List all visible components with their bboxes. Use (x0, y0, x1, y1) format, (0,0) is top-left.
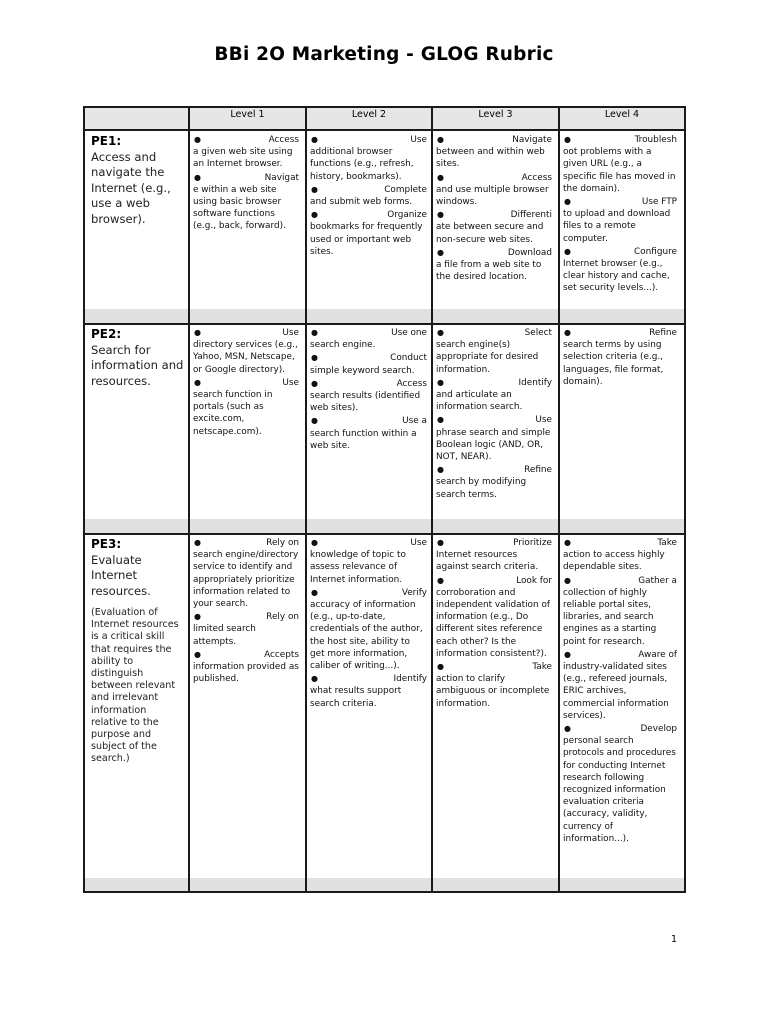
bullet-icon: ● (311, 587, 318, 597)
criteria-item-lead: Develop (640, 724, 677, 735)
row-footer-band (85, 519, 684, 533)
bullet-icon: ● (437, 377, 444, 387)
bullet-icon: ● (437, 135, 444, 144)
criteria-item (563, 327, 677, 388)
criteria-item (193, 537, 299, 610)
criteria-item-lead: Use FTP (641, 197, 677, 208)
criteria-item-text: what results support search criteria. (310, 686, 402, 709)
bullet-icon: ● (194, 538, 201, 547)
criteria-item-lead: Use (410, 135, 427, 145)
criteria-item (436, 377, 552, 414)
criteria-item-lead: Gather a (638, 575, 677, 586)
criteria-item-text: to upload and download files to a remote computer. (563, 209, 671, 244)
criteria-item-text: directory services (e.g., Yahoo, MSN, Netscape, or Google directory). (193, 340, 298, 375)
bullet-icon: ● (437, 247, 444, 257)
criteria-item (563, 649, 677, 722)
criteria-cell-pe3-level3 (436, 537, 552, 711)
criteria-item-text: e within a web site using basic browser software functions (e.g., back, forward). (193, 184, 286, 232)
pe2-description: Search for information and resources. (91, 342, 184, 388)
criteria-item-text: ate between secure and non-secure web sites. (436, 222, 544, 245)
pe2-header (91, 327, 187, 389)
criteria-cell-pe2-level3 (436, 327, 552, 502)
bullet-icon: ● (564, 135, 571, 144)
criteria-item-lead: Aware of (638, 649, 677, 660)
page-title: BBi 2O Marketing - GLOG Rubric (214, 44, 554, 65)
criteria-item-lead: Use (282, 377, 299, 388)
criteria-item (193, 649, 299, 686)
criteria-item-text: a file from a web site to the desired location. (436, 260, 542, 283)
page-number: 1 (671, 934, 678, 945)
bullet-icon: ● (437, 210, 444, 220)
criteria-item (436, 575, 552, 660)
criteria-item-lead: Refine (524, 465, 552, 476)
bullet-icon: ● (311, 135, 318, 144)
column-divider (558, 108, 560, 891)
criteria-item (436, 327, 552, 376)
criteria-cell-pe2-level2 (310, 327, 427, 453)
bullet-icon: ● (564, 246, 571, 256)
criteria-item (436, 134, 552, 171)
criteria-item-text: oot problems with a given URL (e.g., a specific file has moved in the domain). (563, 147, 676, 194)
criteria-item-lead: Prioritize (513, 538, 552, 548)
bullet-icon: ● (437, 538, 444, 547)
criteria-item-text: information provided as published. (193, 662, 299, 685)
criteria-item-text: search function within a web site. (310, 428, 417, 451)
criteria-item-text: and articulate an information search. (436, 390, 523, 413)
criteria-item-text: a given web site using an Internet browser. (193, 147, 293, 170)
criteria-item-lead: Access (268, 135, 299, 145)
pe1-code: PE1: (91, 134, 122, 148)
criteria-item-text: search by modifying search terms. (436, 477, 527, 500)
criteria-item-lead: Take (657, 538, 677, 548)
criteria-item-lead: Use (535, 415, 552, 426)
bullet-icon: ● (311, 674, 318, 684)
criteria-item-text: phrase search and simple Boolean logic (AND, OR, NOT, NEAR). (436, 427, 551, 463)
criteria-item-lead: Use one (391, 328, 427, 338)
bullet-icon: ● (437, 415, 444, 425)
criteria-item-lead: Use a (402, 416, 427, 427)
pe3-description: Evaluate Internet resources. (91, 552, 151, 598)
row-divider (85, 323, 684, 325)
criteria-item-text: search terms by using selection criteria (e.g., languages, file format, domain). (563, 340, 664, 387)
bullet-icon: ● (311, 184, 318, 194)
criteria-item-text: search engine. (310, 340, 376, 351)
criteria-item-lead: Troublesh (634, 135, 677, 145)
criteria-item-lead: Identify (393, 674, 427, 685)
bullet-icon: ● (437, 662, 444, 672)
header-level-2: Level 2 (307, 108, 433, 129)
criteria-item-text: bookmarks for frequently used or important web sites. (310, 222, 423, 257)
pe1-header (91, 134, 187, 227)
bullet-icon: ● (564, 649, 571, 659)
criteria-item-lead: Take (532, 662, 552, 673)
criteria-item-lead: Complete (384, 184, 427, 195)
criteria-item (193, 611, 299, 648)
criteria-item (436, 661, 552, 710)
criteria-item-text: corroboration and independent validation of information (e.g., Do different sites reference each other? Is the information consistent?). (436, 587, 550, 659)
criteria-item (193, 134, 299, 171)
criteria-item-text: additional browser functions (e.g., refresh, history, bookmarks). (310, 147, 414, 182)
criteria-item-lead: Navigate (512, 135, 552, 145)
bullet-icon: ● (311, 210, 318, 220)
row-divider (85, 533, 684, 535)
criteria-item-lead: Look for (516, 575, 552, 586)
criteria-cell-pe1-level3 (436, 134, 552, 284)
criteria-item (436, 414, 552, 463)
row-footer-band (85, 309, 684, 323)
header-level-1: Level 1 (190, 108, 307, 129)
criteria-item (436, 464, 552, 501)
criteria-item-text: search engine/directory service to identify and appropriately prioritize information related to your search. (193, 550, 299, 610)
criteria-item (436, 537, 552, 574)
criteria-item (563, 196, 677, 245)
criteria-item (193, 377, 299, 438)
criteria-item (310, 184, 427, 208)
bullet-icon: ● (194, 135, 201, 144)
bullet-icon: ● (194, 612, 201, 622)
criteria-item-lead: Access (521, 172, 552, 183)
criteria-item-lead: Accepts (264, 649, 299, 660)
column-divider (305, 108, 307, 891)
criteria-item-lead: Conduct (390, 353, 427, 364)
criteria-item-text: industry-validated sites (e.g., refereed journals, ERIC archives, commercial information services). (563, 662, 669, 721)
criteria-item (310, 587, 427, 672)
criteria-cell-pe1-level2 (310, 134, 427, 259)
bullet-icon: ● (311, 328, 318, 337)
criteria-item-lead: Use (410, 538, 427, 548)
criteria-cell-pe2-level1 (193, 327, 299, 439)
bullet-icon: ● (564, 538, 571, 547)
criteria-item (193, 172, 299, 233)
criteria-item-text: search results (identified web sites). (310, 391, 421, 414)
criteria-item (436, 172, 552, 209)
criteria-item (310, 209, 427, 258)
criteria-item (310, 537, 427, 586)
criteria-item (563, 723, 677, 845)
criteria-item-lead: Select (524, 328, 552, 338)
criteria-item (310, 352, 427, 376)
criteria-item (193, 327, 299, 376)
criteria-item (563, 134, 677, 195)
pe3-note: (Evaluation of Internet resources is a critical skill that requires the ability to distinguish between relevant and irrelevant information relative to the purpose and subject of the search.) (91, 607, 179, 765)
bullet-icon: ● (311, 538, 318, 547)
criteria-item (563, 246, 677, 295)
criteria-cell-pe3-level4 (563, 537, 677, 846)
criteria-cell-pe2-level4 (563, 327, 677, 389)
criteria-cell-pe3-level1 (193, 537, 299, 686)
bullet-icon: ● (311, 416, 318, 426)
criteria-item-lead: Rely on (266, 612, 299, 623)
criteria-item (310, 134, 427, 183)
criteria-item-text: action to access highly dependable sites. (563, 550, 665, 573)
bullet-icon: ● (564, 724, 571, 734)
criteria-item-text: between and within web sites. (436, 147, 545, 170)
criteria-item-lead: Navigat (264, 172, 299, 183)
header-blank (85, 108, 190, 129)
criteria-item-lead: Use (282, 328, 299, 338)
bullet-icon: ● (564, 575, 571, 585)
bullet-icon: ● (437, 465, 444, 475)
criteria-item (563, 575, 677, 648)
bullet-icon: ● (437, 172, 444, 182)
column-divider (188, 108, 190, 891)
header-level-3: Level 3 (433, 108, 560, 129)
criteria-item-text: simple keyword search. (310, 365, 415, 376)
bullet-icon: ● (311, 378, 318, 388)
bullet-icon: ● (311, 353, 318, 363)
bullet-icon: ● (564, 328, 571, 337)
pe3-code: PE3: (91, 537, 122, 551)
criteria-cell-pe3-level2 (310, 537, 427, 711)
criteria-item-text: Internet resources against search criteria. (436, 550, 539, 573)
pe1-description: Access and navigate the Internet (e.g., use a web browser). (91, 149, 171, 226)
header-level-4: Level 4 (560, 108, 684, 129)
criteria-cell-pe1-level1 (193, 134, 299, 234)
row-divider (85, 129, 684, 131)
rubric-table (83, 106, 686, 893)
criteria-item-text: knowledge of topic to assess relevance of Internet information. (310, 550, 406, 585)
criteria-item-lead: Configure (633, 246, 677, 257)
criteria-item-lead: Verify (401, 587, 427, 598)
criteria-item-lead: Identify (518, 377, 552, 388)
criteria-item-lead: Download (507, 247, 552, 258)
criteria-item (310, 378, 427, 415)
criteria-item-lead: Access (396, 378, 427, 389)
criteria-item-lead: Refine (649, 328, 677, 338)
criteria-item-text: action to clarify ambiguous or incomplete information. (436, 674, 550, 709)
criteria-item (436, 247, 552, 284)
pe2-code: PE2: (91, 327, 122, 341)
criteria-item-text: search engine(s) appropriate for desired information. (436, 340, 539, 375)
criteria-item (310, 673, 427, 710)
criteria-item-lead: Differenti (510, 210, 552, 221)
criteria-item-lead: Rely on (266, 538, 299, 548)
bullet-icon: ● (194, 328, 201, 337)
bullet-icon: ● (194, 377, 201, 387)
bullet-icon: ● (437, 328, 444, 337)
row-footer-band (85, 878, 684, 891)
criteria-item-text: search function in portals (such as excite.com, netscape.com). (193, 390, 273, 437)
criteria-item (436, 209, 552, 246)
bullet-icon: ● (194, 649, 201, 659)
bullet-icon: ● (437, 575, 444, 585)
criteria-item-lead: Organize (387, 210, 427, 221)
pe3-header (91, 537, 183, 766)
criteria-item (310, 415, 427, 452)
bullet-icon: ● (194, 172, 201, 182)
criteria-item (310, 327, 427, 351)
criteria-item-text: limited search attempts. (193, 624, 256, 647)
criteria-item-text: accuracy of information (e.g., up-to-date, credentials of the author, the host site, ability to get more information, caliber of writing...). (310, 600, 423, 672)
criteria-item-text: personal search protocols and procedures for conducting Internet research following recognized information evaluation criteria (accuracy, validity, currency of information...). (563, 736, 676, 844)
criteria-item-text: collection of highly reliable portal sites, libraries, and search engines as a starting point for research. (563, 587, 657, 647)
criteria-cell-pe1-level4 (563, 134, 677, 296)
column-divider (431, 108, 433, 891)
criteria-item-text: and use multiple browser windows. (436, 184, 549, 208)
criteria-item (563, 537, 677, 574)
bullet-icon: ● (564, 197, 571, 207)
criteria-item-text: Internet browser (e.g., clear history and cache, set security levels...). (563, 259, 670, 294)
criteria-item-text: and submit web forms. (310, 197, 413, 208)
